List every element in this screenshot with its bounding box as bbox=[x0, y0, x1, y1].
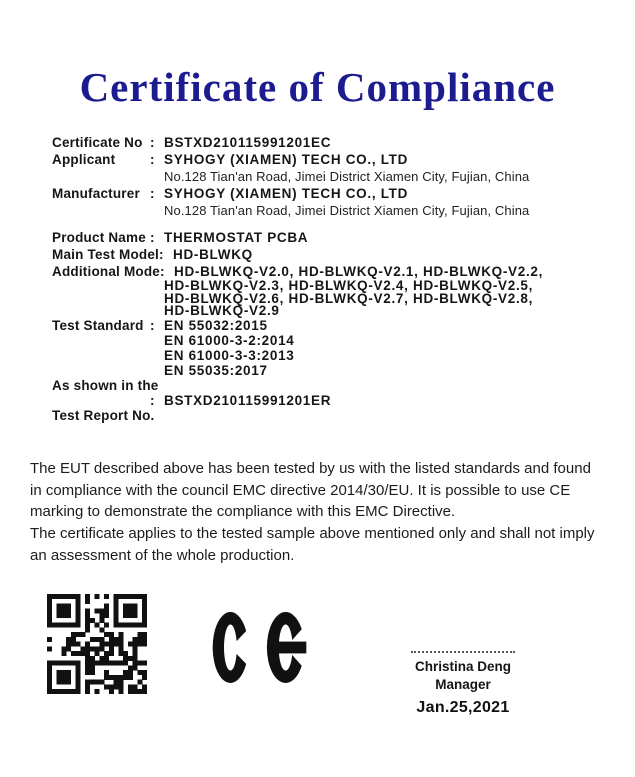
field-colon: : bbox=[150, 186, 155, 201]
field-colon bbox=[150, 280, 164, 293]
field-colon bbox=[150, 348, 164, 363]
field-row bbox=[52, 134, 612, 151]
field-colon bbox=[159, 378, 173, 393]
field-row bbox=[52, 202, 612, 219]
field-value: BSTXD210115991201ER bbox=[164, 392, 332, 408]
field-colon bbox=[150, 168, 164, 185]
field-colon: : bbox=[150, 152, 155, 167]
field-label: Applicant bbox=[52, 152, 116, 167]
field-label: Additional Mode bbox=[52, 264, 160, 279]
certificate-fields bbox=[52, 134, 612, 423]
field-value: THERMOSTAT PCBA bbox=[164, 230, 309, 245]
field-label bbox=[52, 293, 150, 306]
statement-line: marking to demonstrate the compliance with this EMC Directive. bbox=[30, 503, 456, 521]
field-value: BSTXD210115991201EC bbox=[164, 135, 332, 150]
field-label: Product Name bbox=[52, 230, 146, 245]
field-row bbox=[52, 348, 612, 363]
field-value: EN 55035:2017 bbox=[164, 362, 268, 378]
field-colon: : bbox=[150, 317, 155, 333]
ce-letter-c bbox=[213, 612, 254, 683]
field-row bbox=[52, 393, 612, 408]
field-row bbox=[52, 378, 612, 393]
field-row bbox=[52, 290, 612, 306]
field-value: HD-BLWKQ-V2.9 bbox=[164, 303, 280, 318]
field-label bbox=[52, 393, 150, 408]
field-label: Main Test Model bbox=[52, 247, 160, 262]
field-value: EN 61000-3-2:2014 bbox=[164, 332, 295, 348]
field-colon: : bbox=[159, 247, 164, 262]
field-value: No.128 Tian'an Road, Jimei District Xiamen City, Fujian, China bbox=[164, 203, 530, 218]
field-label bbox=[52, 202, 150, 219]
field-label: Manufacturer bbox=[52, 186, 140, 201]
field-label: Test Standard bbox=[52, 317, 144, 333]
field-row bbox=[52, 229, 612, 246]
field-row bbox=[52, 305, 612, 318]
field-value: HD-BLWKQ-V2.0, HD-BLWKQ-V2.1, HD-BLWKQ-V2.2, bbox=[174, 264, 544, 279]
ce-letter-e bbox=[267, 612, 307, 683]
field-label bbox=[52, 168, 150, 185]
field-colon: : bbox=[150, 135, 155, 150]
field-row bbox=[52, 151, 612, 168]
field-colon bbox=[150, 202, 164, 219]
field-row bbox=[52, 333, 612, 348]
signatory-title: Manager bbox=[435, 677, 491, 692]
field-row bbox=[52, 363, 612, 378]
statement-line: The certificate applies to the tested sample above mentioned only and shall not imply bbox=[30, 525, 595, 543]
issue-date: Jan.25,2021 bbox=[416, 699, 510, 716]
field-value: HD-BLWKQ-V2.6, HD-BLWKQ-V2.7, HD-BLWKQ-V2.8, bbox=[164, 290, 534, 306]
field-colon bbox=[155, 408, 169, 423]
field-value: SYHOGY (XIAMEN) TECH CO., LTD bbox=[164, 152, 409, 167]
field-value: HD-BLWKQ bbox=[173, 247, 253, 262]
signatory-name: Christina Deng bbox=[414, 659, 511, 674]
ce-logo bbox=[212, 612, 307, 683]
field-label bbox=[52, 333, 150, 348]
statement-line: The EUT described above has been tested by us with the listed standards and found bbox=[30, 460, 591, 477]
field-value: HD-BLWKQ-V2.3, HD-BLWKQ-V2.4, HD-BLWKQ-V2.5, bbox=[164, 278, 534, 293]
field-colon bbox=[150, 293, 164, 306]
ce-marking-icon bbox=[212, 612, 307, 683]
field-row bbox=[52, 408, 612, 423]
field-row bbox=[52, 246, 612, 263]
compliance-statement bbox=[30, 458, 595, 567]
field-label: As shown in the bbox=[52, 377, 159, 393]
field-value: SYHOGY (XIAMEN) TECH CO., LTD bbox=[164, 186, 409, 201]
page-title: Certificate of Compliance bbox=[79, 64, 556, 110]
field-value: No.128 Tian'an Road, Jimei District Xiamen City, Fujian, China bbox=[164, 169, 530, 184]
qr-code-image bbox=[47, 594, 147, 694]
field-label: Test Report No. bbox=[52, 407, 155, 423]
signature-dotted-line bbox=[411, 651, 515, 653]
field-label bbox=[52, 305, 150, 318]
field-value: EN 61000-3-3:2013 bbox=[164, 347, 295, 363]
statement-line: an assessment of the whole production. bbox=[30, 546, 295, 564]
field-value: EN 55032:2015 bbox=[164, 317, 268, 333]
field-label bbox=[52, 280, 150, 293]
field-colon: : bbox=[150, 230, 155, 245]
field-colon: : bbox=[160, 264, 165, 279]
field-colon: : bbox=[150, 392, 155, 408]
field-label bbox=[52, 363, 150, 378]
field-colon bbox=[150, 305, 164, 318]
field-colon bbox=[150, 363, 164, 378]
field-label: Certificate No bbox=[52, 135, 143, 150]
field-label bbox=[52, 348, 150, 363]
signature-block bbox=[398, 651, 528, 717]
qr-code-icon bbox=[47, 594, 147, 694]
statement-line: in compliance with the council EMC directive 2014/30/EU. It is possible to use CE bbox=[30, 481, 571, 499]
field-row bbox=[52, 168, 612, 185]
field-row bbox=[52, 318, 612, 333]
field-row bbox=[52, 185, 612, 202]
field-colon bbox=[150, 333, 164, 348]
